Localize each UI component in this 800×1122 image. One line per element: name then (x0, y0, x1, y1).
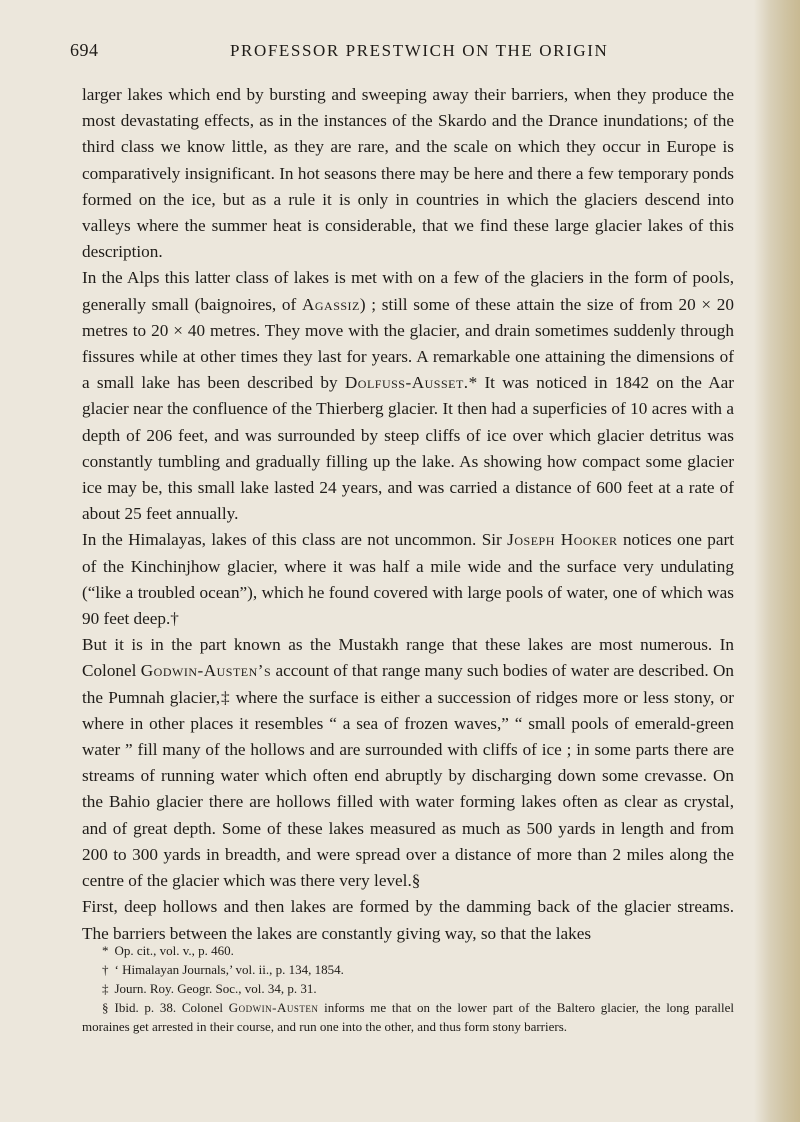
paragraph-4 (82, 632, 734, 894)
running-head: PROFESSOR PRESTWICH ON THE ORIGIN (230, 41, 609, 60)
author-godwin-austen: Godwin-Austen’s (140, 661, 272, 681)
author-hooker: Joseph Hooker (507, 530, 618, 550)
paragraph-4-text-b: account of that range many such bodies of water are described. On the Pumnah glacier,‡ where the surface is either a succession of ridges more or less stony, or where in other places it resembles “ a sea of frozen waves,” “ small pools of emerald-green water ” fill many of the hollows and are surrounded with cliffs of ice ; in some parts there are streams of running water which often end abruptly by discharging down some crevasse. On the Bahio glacier there are hollows filled with water forming lakes often as clear as crystal, and of great depth. Some of these lakes measured as much as 500 yards in length and from 200 to 300 yards in breadth, and were spread over a distance of more than 2 miles along the centre of the glacier which was there very level.§ (82, 661, 734, 891)
footnote-3 (82, 979, 734, 998)
page-edge-shadow (754, 0, 800, 1122)
footnote-text: informs me that on the lower part of the Baltero glacier, the long parallel moraines get arrested in their course, and run one into the other, and thus form stony barriers. (82, 1000, 735, 1034)
paragraph-3 (82, 527, 734, 632)
footnotes (82, 941, 734, 1036)
footnote-text: ‘ Himalayan Journals,’ vol. ii., p. 134, 1854. (114, 962, 344, 977)
footnote-1 (82, 941, 734, 960)
footnote-mark: § (102, 1000, 109, 1015)
paragraph-5-text: First, deep hollows and then lakes are formed by the damming back of the glacier streams. The barriers between the lakes are constantly giving way, so that the lakes (82, 897, 734, 943)
paragraph-5 (82, 894, 734, 946)
page-number: 694 (70, 40, 99, 60)
body-text (82, 82, 734, 947)
footnote-text: Journ. Roy. Geogr. Soc., vol. 34, p. 31. (114, 981, 317, 996)
paragraph-2-text-a: In the Alps this latter class of lakes is met with on a few of the glaciers in the form of pools, generally small (baignoires, of (82, 268, 734, 314)
author-dolfuss-ausset: Dolfuss-Ausset. (344, 373, 469, 393)
footnote-mark: * (102, 943, 109, 958)
paragraph-4-text-a: But it is in the part known as the Mustakh range that these lakes are most numerous. In Colonel (82, 635, 734, 681)
footnote-author: Godwin-Austen (228, 1000, 319, 1015)
paragraph-3-text-b: notices one part of the Kinchinjhow glacier, where it was half a mile wide and the surface very undulating (“like a troubled ocean”), which he found covered with large pools of water, one of which was 90 feet deep.† (82, 530, 734, 629)
paragraph-1-text: larger lakes which end by bursting and sweeping away their barriers, when they produce the most devastating effects, as in the instances of the Skardo and the Drance inundations; of the third class we know little, as they are rare, and the scale on which they occur in Europe is comparatively insignificant. In hot seasons there may be here and there a few temporary ponds formed on the ice, but as a rule it is only in countries in which the glaciers descend into valleys where the summer heat is considerable, that we find these large glacier lakes of this description. (82, 85, 734, 262)
footnote-mark: † (102, 962, 109, 977)
page-header (70, 40, 740, 66)
paragraph-2-text-c: * It was noticed in 1842 on the Aar glacier near the confluence of the Thierberg glacier. It then had a superficies of 10 acres with a depth of 206 feet, and was surrounded by steep cliffs of ice over which glacier detritus was constantly tumbling and gradually filling up the lake. As showing how compact some glacier ice may be, this small lake lasted 24 years, and was carried a distance of 600 feet at a rate of about 25 feet annually. (82, 373, 735, 524)
paragraph-1 (82, 82, 734, 265)
author-agassiz: Agassiz (301, 294, 360, 314)
paragraph-3-text-a: In the Himalayas, lakes of this class are not uncommon. Sir (82, 530, 508, 550)
footnote-text: Ibid. p. 38. Colonel (114, 1000, 229, 1015)
paragraph-2 (82, 265, 734, 527)
paragraph-2-text-b: ) ; still some of these attain the size of from 20 × 20 metres to 20 × 40 metres. They move with the glacier, and drain sometimes suddenly through fissures while at other times they last for years. A remarkable one attaining the dimensions of a small lake has been described by (82, 294, 734, 393)
footnote-text: Op. cit., vol. v., p. 460. (114, 943, 234, 958)
footnote-4 (82, 998, 734, 1036)
footnote-mark: ‡ (102, 981, 109, 996)
footnote-2 (82, 960, 734, 979)
